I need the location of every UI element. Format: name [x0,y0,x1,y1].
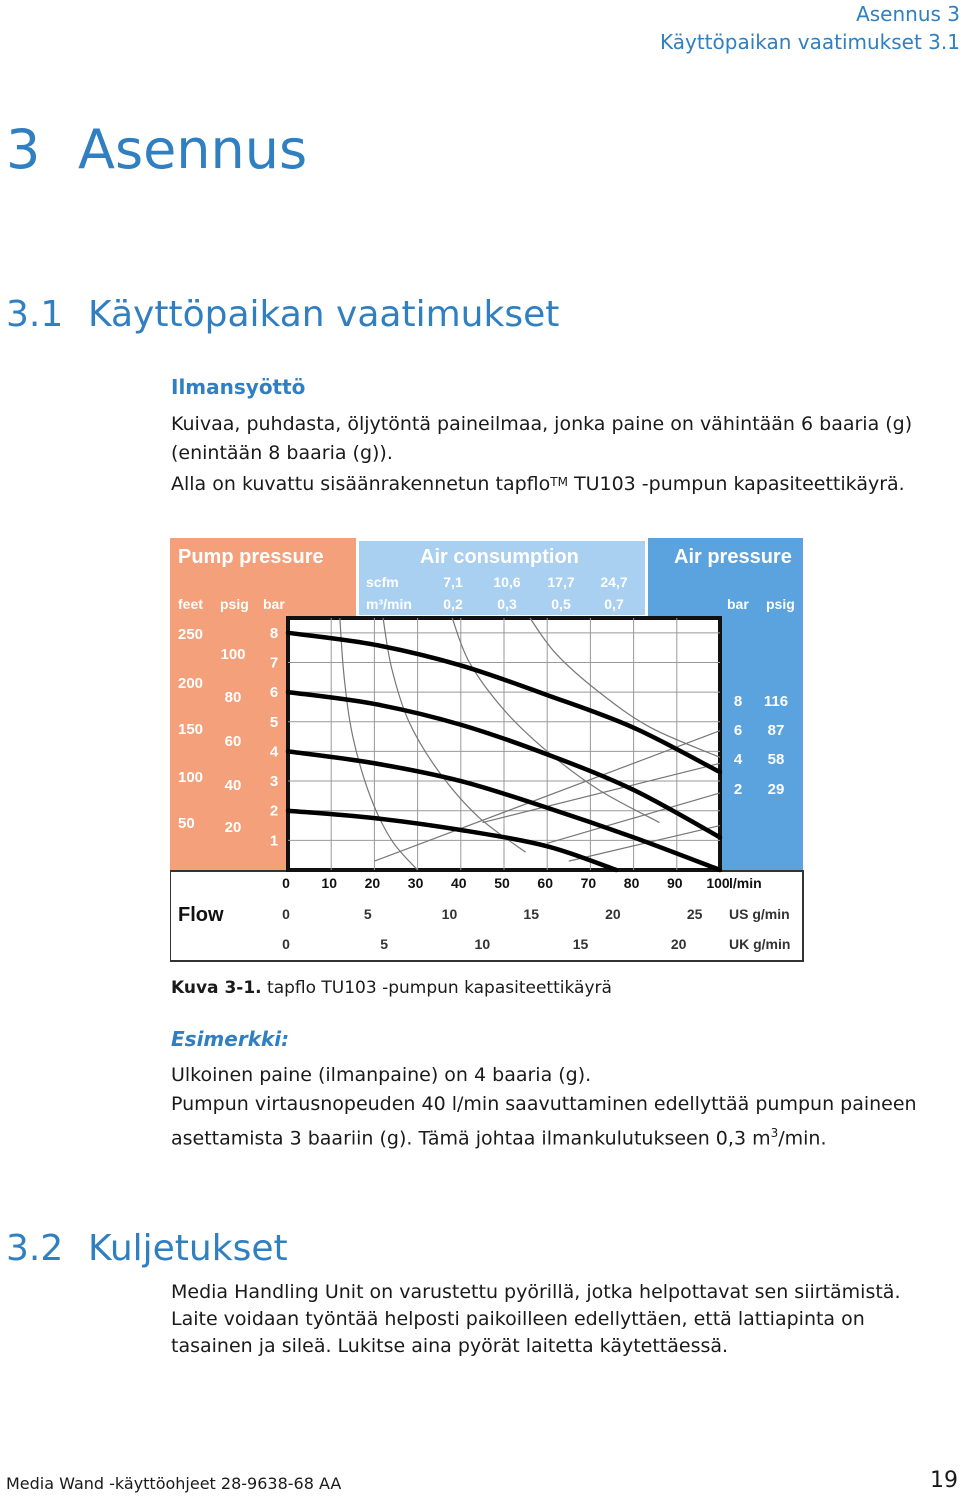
bar-tick-label: 7 [269,654,279,672]
scfm-value: 10,6 [493,574,521,590]
air-pressure-psig-label: 58 [767,751,785,768]
example-line2-end: /min. [778,1127,827,1150]
flow-usg-tick: 0 [282,906,290,922]
running-header [660,0,960,56]
section2-title: Kuljetukset [88,1228,288,1269]
airp-unit-psig: psig [766,596,795,612]
air-pressure-bar-label: 2 [733,781,743,798]
flow-ukg-tick: 10 [474,936,491,952]
flow-ukg-tick: 15 [572,936,589,952]
psig-tick-label: 20 [224,819,242,836]
flow-usg-tick: 20 [605,906,621,922]
example-line2 [171,1090,951,1153]
air-pressure-title: Air pressure [674,546,792,568]
caption-text: tapflo TU103 -pumpun kapasiteettikäyrä [261,978,612,998]
bar-tick-label: 4 [269,743,279,761]
capacity-chart [170,538,806,962]
flow-usg-unit: US g/min [729,906,790,922]
feet-tick-label: 150 [178,721,204,738]
flow-lmin-tick: 60 [537,875,553,891]
unit-feet: feet [178,596,203,612]
bar-tick-label: 2 [269,802,279,820]
air-pressure-psig-label: 29 [767,781,785,798]
flow-usg-tick: 15 [523,906,539,922]
flow-ukg-unit: UK g/min [729,936,791,952]
unit-m3min: m³/min [366,596,412,612]
bar-tick-label: 6 [269,684,279,702]
flow-ukg-tick: 20 [670,936,687,952]
unit-psig: psig [220,596,249,612]
header-section: Käyttöpaikan vaatimukset 3.1 [659,30,960,54]
m3min-value: 0,3 [497,596,517,612]
air-supply-line2-after: TU103 -pumpun kapasiteettikäyrä. [567,473,905,495]
air-pressure-bar-label: 4 [733,751,743,768]
flow-lmin-tick: 100 [706,875,730,891]
flow-ukg-tick: 5 [380,936,389,952]
flow-title: Flow [178,904,224,926]
caption-label: Kuva 3-1. [171,978,262,998]
flow-lmin-tick: 70 [580,875,597,891]
example-line2-text: Pumpun virtausnopeuden 40 l/min saavuttaminen edellyttää pumpun paineen asettamista 3 baariin (g). Tämä johtaa ilmankulutukseen 0,3 m [171,1093,917,1150]
transport-text: Media Handling Unit on varustettu pyörillä, jotka helpottavat sen siirtämistä. Laite voidaan työntää helposti paikoilleen edellyttäen, että lattiapinta on tasainen ja sileä. Lukitse aina pyörät laitetta käytettäessä. [171,1281,901,1357]
chapter-title: Asennus [78,118,308,181]
flow-lmin-tick: 90 [667,875,683,891]
flow-ukg-tick: 0 [282,936,290,952]
pump-pressure-title: Pump pressure [178,546,324,568]
air-supply-text [171,410,951,499]
feet-tick-label: 50 [178,815,195,832]
psig-tick-label: 40 [224,777,242,794]
air-pressure-bar-label: 8 [733,693,743,710]
header-chapter: Asennus 3 [856,2,960,26]
psig-tick-label: 80 [224,689,242,706]
trademark: TM [550,475,568,489]
example-heading: Esimerkki: [171,1027,290,1051]
flow-lmin-tick: 0 [282,875,290,891]
flow-lmin-tick: 20 [364,875,381,891]
section-heading-3-2 [6,1228,288,1269]
flow-lmin-unit: l/min [729,875,762,891]
psig-tick-label: 60 [224,733,242,750]
example-line1: Ulkoinen paine (ilmanpaine) on 4 baaria (g). [171,1064,592,1086]
m3min-value: 0,7 [604,596,624,612]
air-supply-line2-before: Alla on kuvattu sisäänrakennetun tapflo [171,473,551,495]
bar-tick-label: 1 [269,832,279,850]
m3min-value: 0,5 [551,596,571,612]
flow-lmin-tick: 30 [407,875,424,891]
feet-tick-label: 100 [178,769,204,786]
flow-usg-tick: 5 [363,906,372,922]
unit-scfm: scfm [366,574,399,590]
flow-lmin-tick: 80 [623,875,640,891]
feet-tick-label: 250 [178,626,204,643]
air-pressure-psig-label: 116 [763,693,789,710]
air-pressure-psig-label: 87 [767,722,785,739]
air-supply-line1: Kuivaa, puhdasta, öljytöntä paineilmaa, jonka paine on vähintään 6 baaria (g) (enintään 8 baaria (g)). [171,413,913,464]
section-number: 3.1 [6,294,64,335]
flow-lmin-tick: 40 [451,875,467,891]
figure-caption [171,978,612,998]
air-supply-heading: Ilmansyöttö [171,375,306,399]
bar-tick-label: 3 [269,773,279,791]
flow-lmin-tick: 50 [494,875,510,891]
scfm-value: 17,7 [547,574,575,590]
scfm-value: 24,7 [600,574,628,590]
psig-tick-label: 100 [220,646,246,663]
m3min-value: 0,2 [443,596,463,612]
air-supply-line2 [171,468,951,499]
bar-tick-label: 8 [269,624,279,642]
section-title: Käyttöpaikan vaatimukset [88,294,560,335]
example-text [171,1061,951,1153]
page-number: 19 [930,1468,958,1493]
chapter-heading [6,118,307,181]
air-consumption-title: Air consumption [420,546,579,568]
chapter-number: 3 [6,118,41,181]
unit-bar: bar [263,596,285,612]
air-pressure-bar-label: 6 [733,722,743,739]
bar-tick-label: 5 [269,713,279,731]
superscript-3: 3 [770,1126,779,1140]
airp-unit-bar: bar [727,596,749,612]
flow-usg-tick: 25 [686,906,703,922]
flow-lmin-tick: 10 [321,875,337,891]
feet-tick-label: 200 [178,675,204,692]
footer-document: Media Wand -käyttöohjeet 28-9638-68 AA [6,1474,342,1493]
section-heading-3-1 [6,294,559,335]
section2-number: 3.2 [6,1228,64,1269]
scfm-value: 7,1 [443,574,463,590]
flow-usg-tick: 10 [441,906,458,922]
